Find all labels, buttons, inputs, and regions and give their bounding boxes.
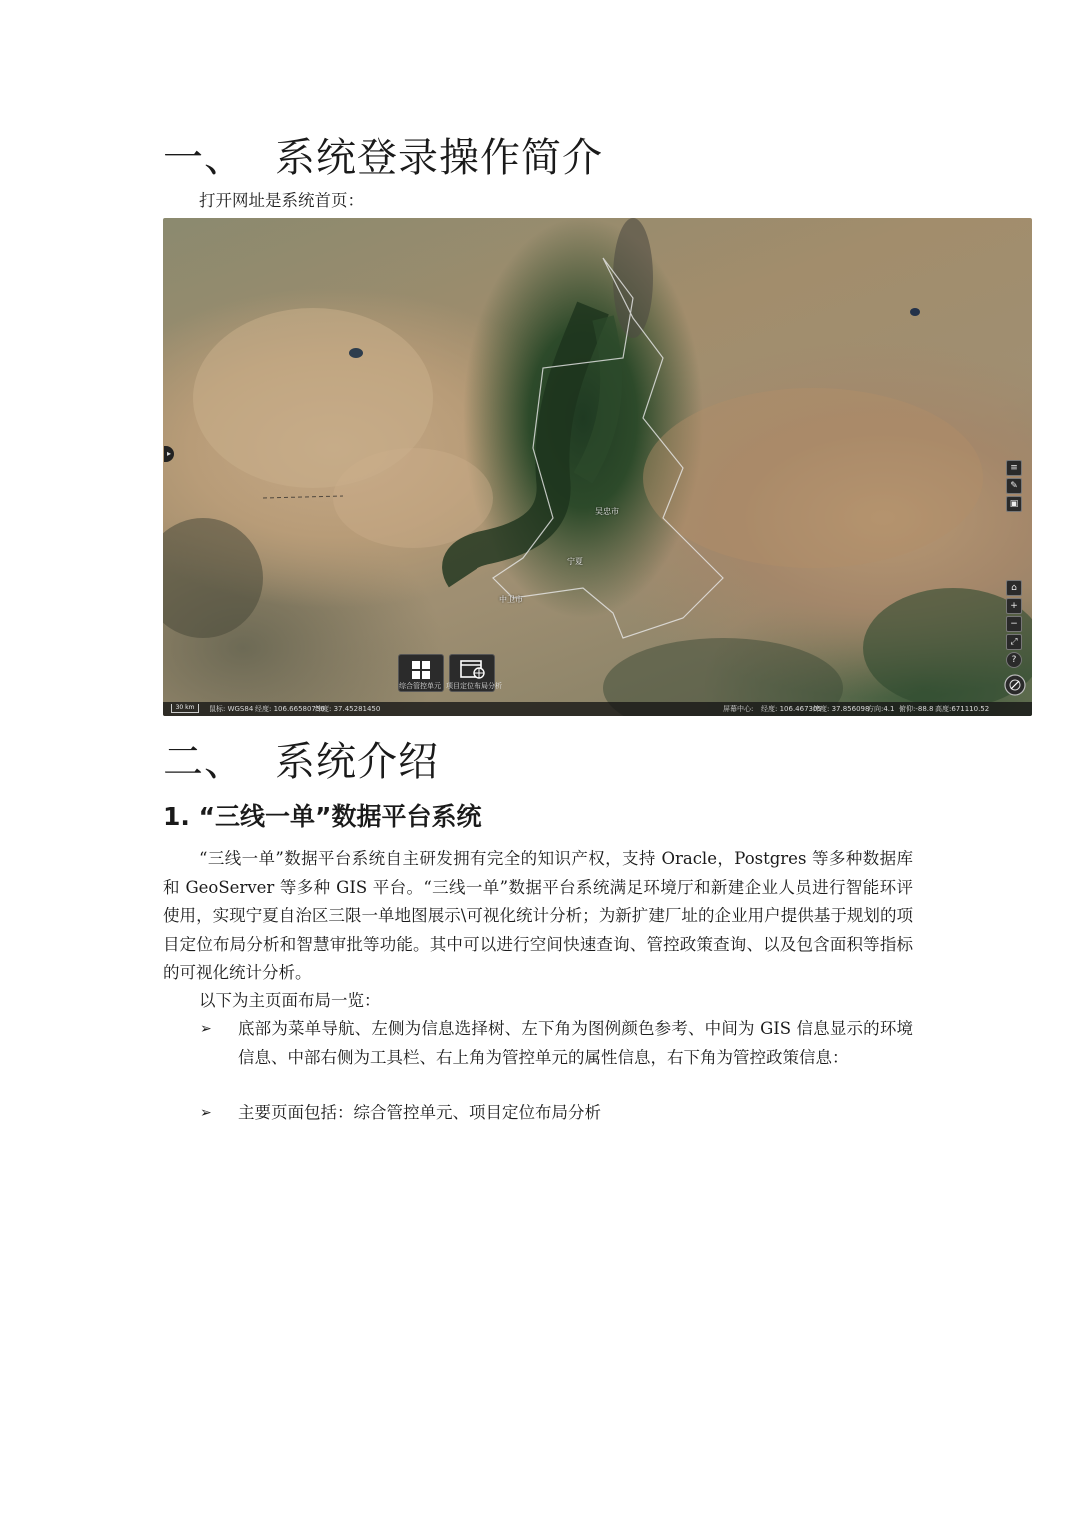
section-1-heading — [163, 134, 603, 182]
map-status-bar — [163, 702, 1032, 716]
status-mouse-lat: 纬度: 37.45281450 — [315, 705, 381, 713]
section-2-heading — [163, 738, 439, 786]
section-1-number: 一、 — [163, 135, 245, 181]
collapse-left-panel-button[interactable]: ▸ — [164, 446, 174, 462]
map-label-city-c: 中卫市 — [499, 595, 523, 604]
menu-label-project-layout: 项目定位布局分析 — [446, 682, 502, 690]
home-icon[interactable]: ⌂ — [1006, 580, 1022, 596]
status-screen-center: 屏幕中心: — [723, 705, 754, 713]
compass-icon[interactable] — [1004, 674, 1026, 696]
status-heading: 方向:4.1 — [867, 705, 895, 713]
save-icon[interactable]: ▣ — [1006, 496, 1022, 512]
satellite-terrain — [163, 218, 1032, 716]
section-1-intro: 打开网址是系统首页： — [199, 191, 364, 210]
status-coord-system: 鼠标: WGS84 — [209, 705, 254, 713]
system-homepage-screenshot — [163, 218, 1032, 716]
bullet-item-pages — [200, 1099, 913, 1128]
bullet-marker-icon: ➢ — [200, 1021, 212, 1037]
edit-icon[interactable]: ✎ — [1006, 478, 1022, 494]
menu-label-control-units: 综合管控单元 — [399, 682, 441, 690]
scale-bar: 30 km — [171, 704, 199, 713]
bullet-text-pages: 主要页面包括：综合管控单元、项目定位布局分析 — [238, 1103, 601, 1122]
status-height: 高度:671110.52 — [935, 705, 990, 713]
zoom-in-icon[interactable]: + — [1006, 598, 1022, 614]
status-pitch: 俯仰:-88.8 — [899, 705, 934, 713]
section-2-number: 二、 — [163, 739, 245, 785]
layers-icon[interactable]: ≡ — [1006, 460, 1022, 476]
status-center-lat: 纬度: 37.856098 — [813, 705, 870, 713]
map-label-city-b: 宁夏 — [567, 557, 583, 566]
section-2-title: 系统介绍 — [275, 739, 439, 785]
bullet-item-layout — [200, 1015, 913, 1072]
map-label-city-a: 吴忠市 — [595, 507, 619, 516]
zoom-out-icon[interactable]: − — [1006, 616, 1022, 632]
fullscreen-icon[interactable]: ⤢ — [1006, 634, 1022, 650]
bullet-text-layout: 底部为菜单导航、左侧为信息选择树、左下角为图例颜色参考、中间为 GIS 信息显示的环境信息、中部右侧为工具栏、右上角为管控单元的属性信息，右下角为管控政策信息： — [238, 1019, 913, 1067]
section-1-title: 系统登录操作简介 — [275, 135, 603, 181]
help-icon[interactable]: ? — [1006, 652, 1022, 668]
status-mouse-lon: 经度: 106.66580756 — [255, 705, 325, 713]
paragraph-layout-intro: 以下为主页面布局一览： — [199, 991, 381, 1010]
subsection-1-title: 1. “三线一单”数据平台系统 — [163, 802, 482, 831]
bullet-marker-icon: ➢ — [200, 1105, 212, 1121]
paragraph-system-overview: “三线一单”数据平台系统自主研发拥有完全的知识产权，支持 Oracle，Postgres 等多种数据库和 GeoServer 等多种 GIS 平台。“三线一单”数据平台系统满足环境厅和新建企业人员进行智能环评使用，实现宁夏自治区三限一单地图展示\可视化统计分析；为新扩建厂址的企业用户提供基于规划的项目定位布局分析和智慧审批等功能。其中可以进行空间快速查询、管控政策查询、以及包含面积等指标的可视化统计分析。 — [163, 849, 913, 982]
status-center-lon: 经度: 106.467305 — [761, 705, 822, 713]
